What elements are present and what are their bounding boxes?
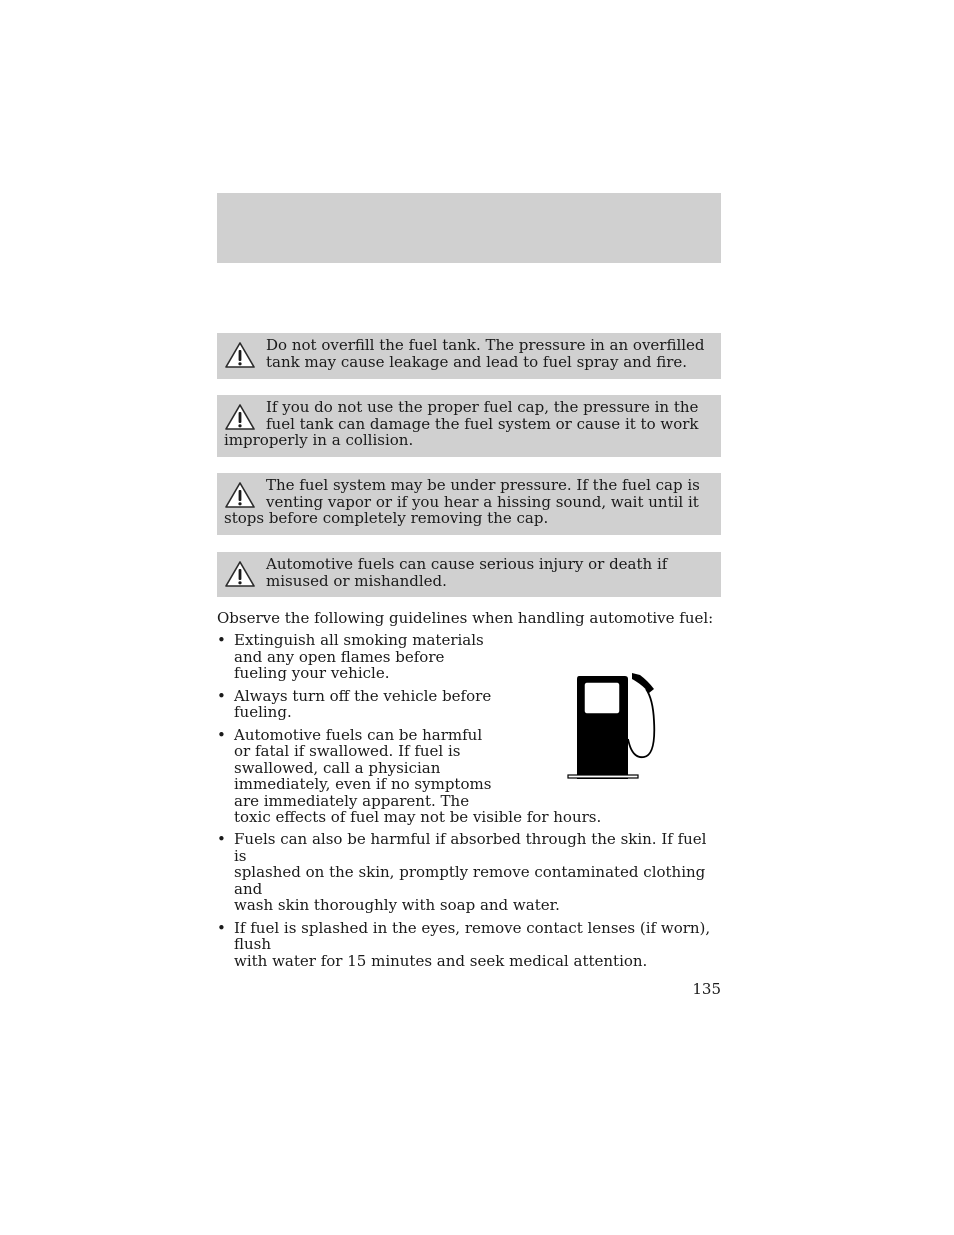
warning-box-pressure [217, 473, 721, 535]
warning-triangle-icon [224, 560, 256, 588]
page-number: 135 [692, 980, 721, 998]
warning-box-overfill [217, 333, 721, 379]
bullet-dot: • [217, 918, 226, 937]
fuel-pump-icon [566, 669, 658, 783]
warning-text: Do not overfill the fuel tank. The pressure in an overfilled tank may cause leakage and lead to fuel spray and fire. [266, 336, 705, 371]
warning-text: If you do not use the proper fuel cap, the pressure in the fuel tank can damage the fuel system or cause it to work improperly in a collision. [224, 398, 699, 449]
warning-triangle-icon [224, 481, 256, 509]
intro-paragraph: Observe the following guidelines when handling automotive fuel: [217, 609, 714, 627]
list-item: • Extinguish all smoking materials and any open flames before fueling your vehicle. [217, 631, 484, 682]
warning-text: The fuel system may be under pressure. If the fuel cap is venting vapor or if you hear a hissing sound, wait until it stops before completely removing the cap. [224, 476, 700, 527]
section-header-bar [217, 193, 721, 263]
list-item: • Fuels can also be harmful if absorbed through the skin. If fuel is splashed on the skin, promptly remove contaminated clothing and wash skin thoroughly with soap and water. [217, 830, 707, 914]
list-item: • Automotive fuels can be harmful or fatal if swallowed. If fuel is swallowed, call a physician immediately, even if no symptoms are immediately apparent. The toxic effects of fuel may not be visible for hours. [217, 725, 602, 826]
warning-box-injury [217, 552, 721, 597]
bullet-dot: • [217, 830, 226, 848]
list-item: • Always turn off the vehicle before fueling. [217, 686, 492, 721]
guideline-list-wide [217, 831, 721, 969]
warning-triangle-icon [224, 403, 256, 431]
list-item: • If fuel is splashed in the eyes, remove contact lenses (if worn), flush with water for 15 minutes and seek medical attention. [217, 918, 711, 970]
warning-text: Automotive fuels can cause serious injury or death if misused or mishandled. [266, 555, 668, 590]
warning-box-fuel-cap [217, 395, 721, 457]
bullet-dot: • [217, 725, 226, 744]
warning-triangle-icon [224, 341, 256, 369]
bullet-dot: • [217, 631, 226, 649]
bullet-dot: • [217, 686, 226, 705]
